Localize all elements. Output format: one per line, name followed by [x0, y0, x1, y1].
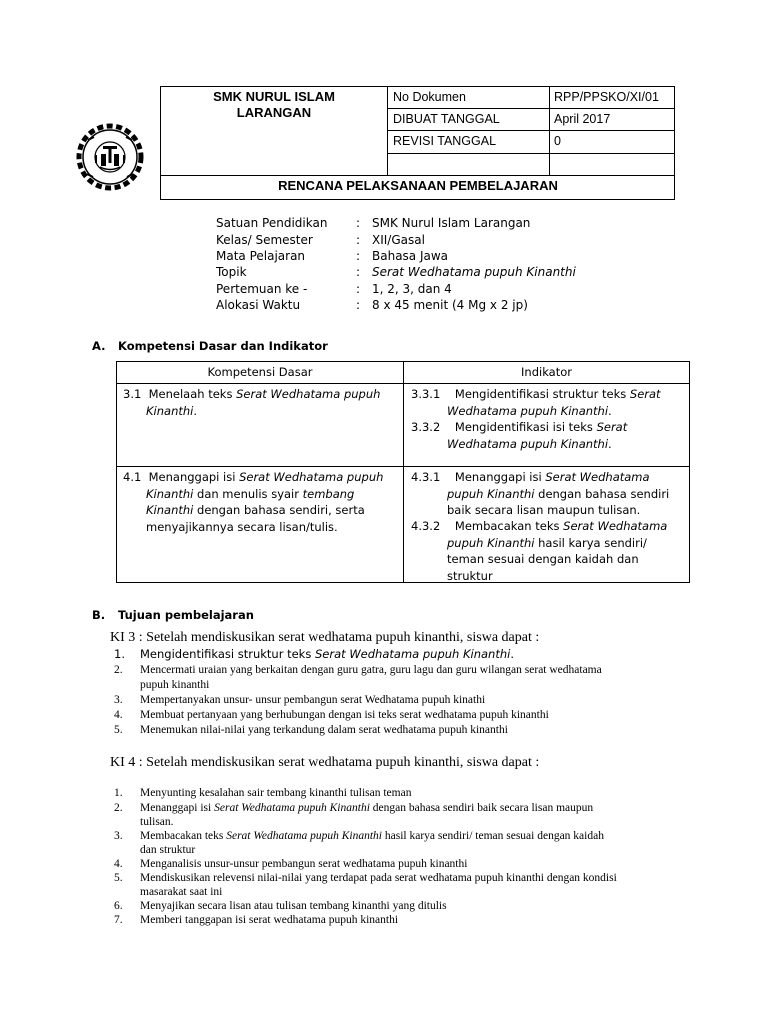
column-header-indicator: Indikator	[521, 365, 572, 379]
indicator-text: .	[608, 436, 612, 451]
identity-colon: :	[356, 249, 361, 263]
list-text: Mendiskusikan relevensi nilai-nilai yang terdapat pada serat wedhatama pupuh kinanthi dengan kondisi	[140, 872, 617, 884]
created-date-value: April 2017	[554, 112, 611, 126]
indicator-text: .	[608, 403, 612, 418]
indicator-text-italic: Serat Wedhatama	[545, 470, 650, 484]
list-text: masarakat saat ini	[140, 886, 223, 898]
list-text: Mencermati uraian yang berkaitan dengan guru gatra, guru lagu dan guru wilangan serat wedhatama	[140, 664, 602, 676]
list-number: 7.	[114, 914, 123, 926]
list-text-italic: Serat Wedhatama pupuh Kinanthi	[315, 647, 511, 661]
kd-text-italic: Kinanthi	[146, 403, 194, 418]
indicator-text-italic: Wedhatama pupuh Kinanthi	[447, 436, 609, 451]
indicator-text: Mengidentifikasi isi teks	[454, 420, 597, 434]
list-text: pupuh kinanthi	[140, 679, 210, 691]
list-number: 3.	[114, 830, 123, 842]
kd-text-italic: tembang	[302, 486, 355, 501]
list-text: Menanggapi isi	[140, 802, 215, 814]
identity-colon: :	[356, 298, 361, 312]
kd-text-italic: Kinanthi	[146, 486, 194, 501]
list-text: Mempertanyakan unsur- unsur pembangun serat Wedhatama pupuh kinathi	[140, 694, 486, 706]
document-header-table	[160, 86, 675, 200]
identity-value: XII/Gasal	[372, 233, 425, 247]
school-name-line2: LARANGAN	[236, 105, 312, 120]
section-a-letter: A.	[92, 339, 106, 353]
doc-number-label: No Dokumen	[393, 90, 466, 104]
school-name-line1: SMK NURUL ISLAM	[213, 89, 335, 104]
indicator-3-3-2	[411, 419, 627, 452]
identity-colon: :	[356, 216, 361, 230]
identity-colon: :	[356, 282, 361, 296]
identity-label: Mata Pelajaran	[216, 249, 306, 263]
indicator-text-italic: Serat Wedhatama	[563, 519, 668, 533]
identity-value: SMK Nurul Islam Larangan	[372, 216, 531, 230]
list-number: 1.	[114, 647, 125, 661]
indicator-text: hasil karya sendiri/	[534, 535, 647, 550]
indicator-number: 3.3.1	[411, 387, 441, 401]
revision-date-label: REVISI TANGGAL	[393, 134, 497, 148]
ki3-list	[114, 647, 684, 739]
kd-text-italic: Serat Wedhatama pupuh	[239, 470, 384, 484]
list-text: Menyunting kesalahan sair tembang kinanthi tulisan teman	[140, 787, 412, 799]
kd-text: dan menulis syair	[193, 486, 303, 501]
competency-table	[116, 361, 690, 583]
identity-value: Bahasa Jawa	[372, 249, 449, 263]
list-text: Menemukan nilai-nilai yang terkandung dalam serat wedhatama pupuh kinanthi	[140, 724, 508, 736]
list-number: 5.	[114, 724, 123, 736]
indicator-text: Menanggapi isi	[454, 470, 546, 484]
indicator-4-3-1	[411, 469, 669, 519]
list-number: 2.	[114, 664, 123, 676]
section-b-letter: B.	[92, 608, 106, 622]
indicator-text-italic: Wedhatama pupuh Kinanthi	[447, 403, 609, 418]
list-number: 2.	[114, 802, 123, 814]
indicator-text-italic: pupuh Kinanthi	[447, 486, 535, 501]
section-b-title: Tujuan pembelajaran	[118, 608, 254, 622]
identity-label: Pertemuan ke -	[216, 282, 308, 296]
ki3-heading: KI 3 : Setelah mendiskusikan serat wedhatama pupuh kinanthi, siswa dapat :	[110, 630, 540, 645]
list-number: 4.	[114, 709, 123, 721]
list-number: 1.	[114, 787, 123, 799]
identity-label: Alokasi Waktu	[216, 298, 301, 312]
created-date-label: DIBUAT TANGGAL	[393, 112, 500, 126]
revision-date-value: 0	[554, 134, 561, 148]
school-logo	[70, 120, 150, 194]
kd-text: Menanggapi isi	[148, 470, 240, 484]
list-text-italic: Serat Wedhatama pupuh Kinanthi	[226, 830, 383, 842]
list-text-italic: Serat Wedhatama pupuh Kinanthi	[214, 802, 370, 814]
kd-text-italic: Kinanthi	[146, 503, 194, 517]
list-text: tulisan.	[140, 816, 174, 828]
list-number: 6.	[114, 900, 123, 912]
indicator-text: struktur	[447, 568, 493, 583]
list-text: Mengidentifikasi struktur teks	[140, 647, 315, 661]
identity-value: 1, 2, 3, dan 4	[372, 282, 452, 296]
document-title: RENCANA PELAKSANAAN PEMBELAJARAN	[278, 178, 558, 193]
identity-label: Topik	[216, 265, 247, 279]
indicator-text: dengan bahasa sendiri	[534, 486, 670, 501]
list-text: dengan bahasa sendiri baik secara lisan maupun	[369, 802, 594, 814]
identity-colon: :	[356, 265, 361, 279]
identity-value: Serat Wedhatama pupuh Kinanthi	[372, 265, 576, 279]
indicator-text: teman sesuai dengan kaidah dan	[447, 552, 639, 566]
list-text: .	[510, 647, 514, 661]
kd-number: 3.1	[123, 387, 142, 401]
indicator-text: baik secara lisan maupun tulisan.	[447, 503, 641, 517]
indicator-text: Mengidentifikasi struktur teks	[454, 387, 630, 401]
kd-3-1	[123, 386, 380, 419]
kd-text-italic: Serat Wedhatama pupuh	[236, 387, 381, 401]
list-number: 3.	[114, 694, 123, 706]
indicator-text-italic: Serat	[596, 420, 628, 434]
identity-label: Kelas/ Semester	[216, 233, 313, 247]
list-text: Memberi tanggapan isi serat wedhatama pupuh kinanthi	[140, 914, 399, 926]
list-text: hasil karya sendiri/ teman sesuai dengan kaidah	[382, 830, 604, 842]
list-text: Membacakan teks	[140, 830, 227, 842]
doc-number-value: RPP/PPSKO/XI/01	[554, 90, 659, 104]
kd-text: .	[193, 403, 198, 418]
indicator-number: 4.3.1	[411, 470, 441, 484]
logo-gear-icon	[79, 126, 141, 188]
indicator-text: Membacakan teks	[454, 519, 564, 533]
kd-text: dengan bahasa sendiri, serta	[193, 503, 365, 517]
indicator-number: 3.3.2	[411, 420, 441, 434]
indicator-text-italic: Serat	[629, 387, 661, 401]
section-a-title: Kompetensi Dasar dan Indikator	[118, 339, 328, 353]
list-number: 5.	[114, 872, 123, 884]
list-text: Membuat pertanyaan yang berhubungan dengan isi teks serat wedhatama pupuh kinanthi	[140, 709, 549, 721]
identity-colon: :	[356, 233, 361, 247]
indicator-number: 4.3.2	[411, 519, 441, 533]
list-number: 4.	[114, 858, 123, 870]
identity-value: 8 x 45 menit (4 Mg x 2 jp)	[372, 298, 528, 312]
list-text: dan struktur	[140, 844, 196, 856]
indicator-text-italic: pupuh Kinanthi	[447, 535, 535, 550]
column-header-kd: Kompetensi Dasar	[207, 365, 313, 379]
kd-4-1	[123, 469, 383, 535]
kd-text: menyajikannya secara lisan/tulis.	[146, 519, 338, 534]
kd-text: Menelaah teks	[148, 387, 237, 401]
list-text: Menyajikan secara lisan atau tulisan tembang kinanthi yang ditulis	[140, 900, 447, 912]
list-text: Menganalisis unsur-unsur pembangun serat wedhatama pupuh kinanthi	[140, 858, 468, 870]
kd-number: 4.1	[123, 470, 142, 484]
identity-label: Satuan Pendidikan	[216, 216, 328, 230]
indicator-3-3-1	[411, 386, 661, 419]
indicator-4-3-2	[411, 518, 667, 584]
ki4-heading: KI 4 : Setelah mendiskusikan serat wedhatama pupuh kinanthi, siswa dapat :	[110, 755, 540, 770]
ki4-list	[114, 787, 684, 932]
